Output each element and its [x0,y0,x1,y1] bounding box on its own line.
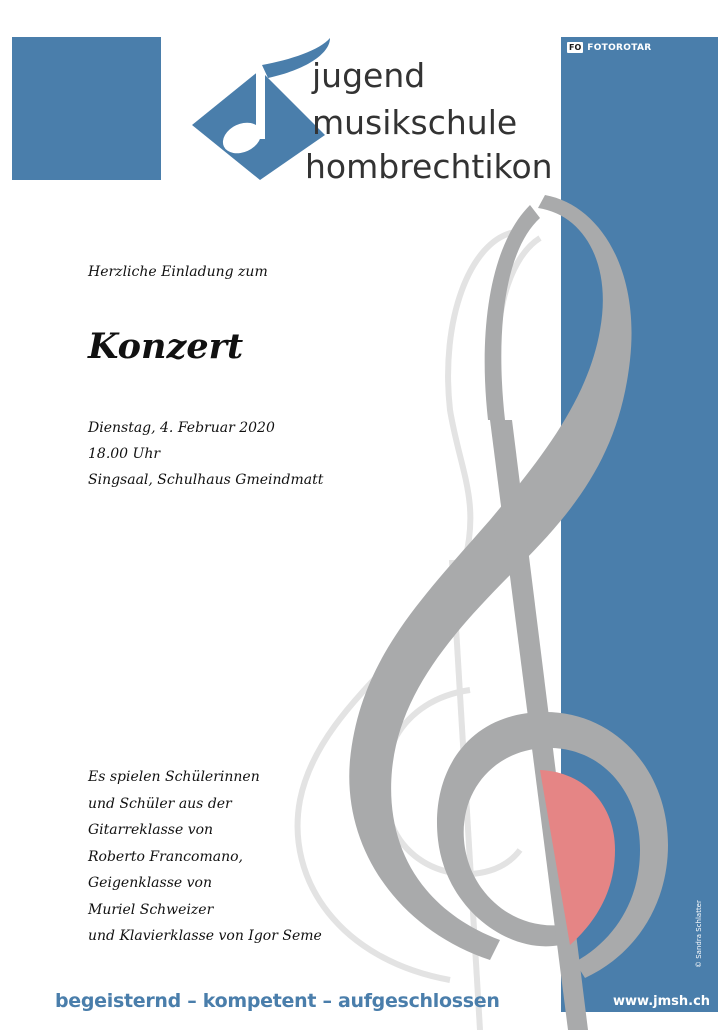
website-link[interactable]: www.jmsh.ch [613,994,711,1009]
performers-text [88,764,322,950]
sponsor-logo [567,42,651,53]
concert-title: Konzert [88,326,244,367]
performers-line: Roberto Francomano, [88,848,243,865]
photo-credit: © Sandra Schlatter [695,900,703,968]
sponsor-mark-icon: FO [569,43,582,52]
performers-line: Muriel Schweizer [88,901,214,918]
footer-tagline: begeisternd – kompetent – aufgeschlossen [55,990,500,1012]
gray-clef-shape [349,195,668,1030]
performers-line: und Schüler aus der [88,795,232,812]
performers-line: Geigenklasse von [88,875,212,891]
performers-line: und Klavierklasse von Igor Seme [88,928,322,944]
logo-text-line3: hombrechtikon [305,147,553,186]
event-date: Dienstag, 4. Februar 2020 [88,420,275,436]
logo-text-line2: musikschule [312,103,518,142]
event-details [88,415,323,493]
performers-line: Gitarreklasse von [88,822,214,838]
sponsor-name: FOTOROTAR [587,42,652,53]
logo-text-line1: jugend [312,56,426,95]
event-time: 18.00 Uhr [88,446,161,462]
event-location: Singsaal, Schulhaus Gmeindmatt [88,472,324,488]
invitation-intro: Herzliche Einladung zum [88,264,268,280]
performers-line: Es spielen Schülerinnen [88,769,260,785]
